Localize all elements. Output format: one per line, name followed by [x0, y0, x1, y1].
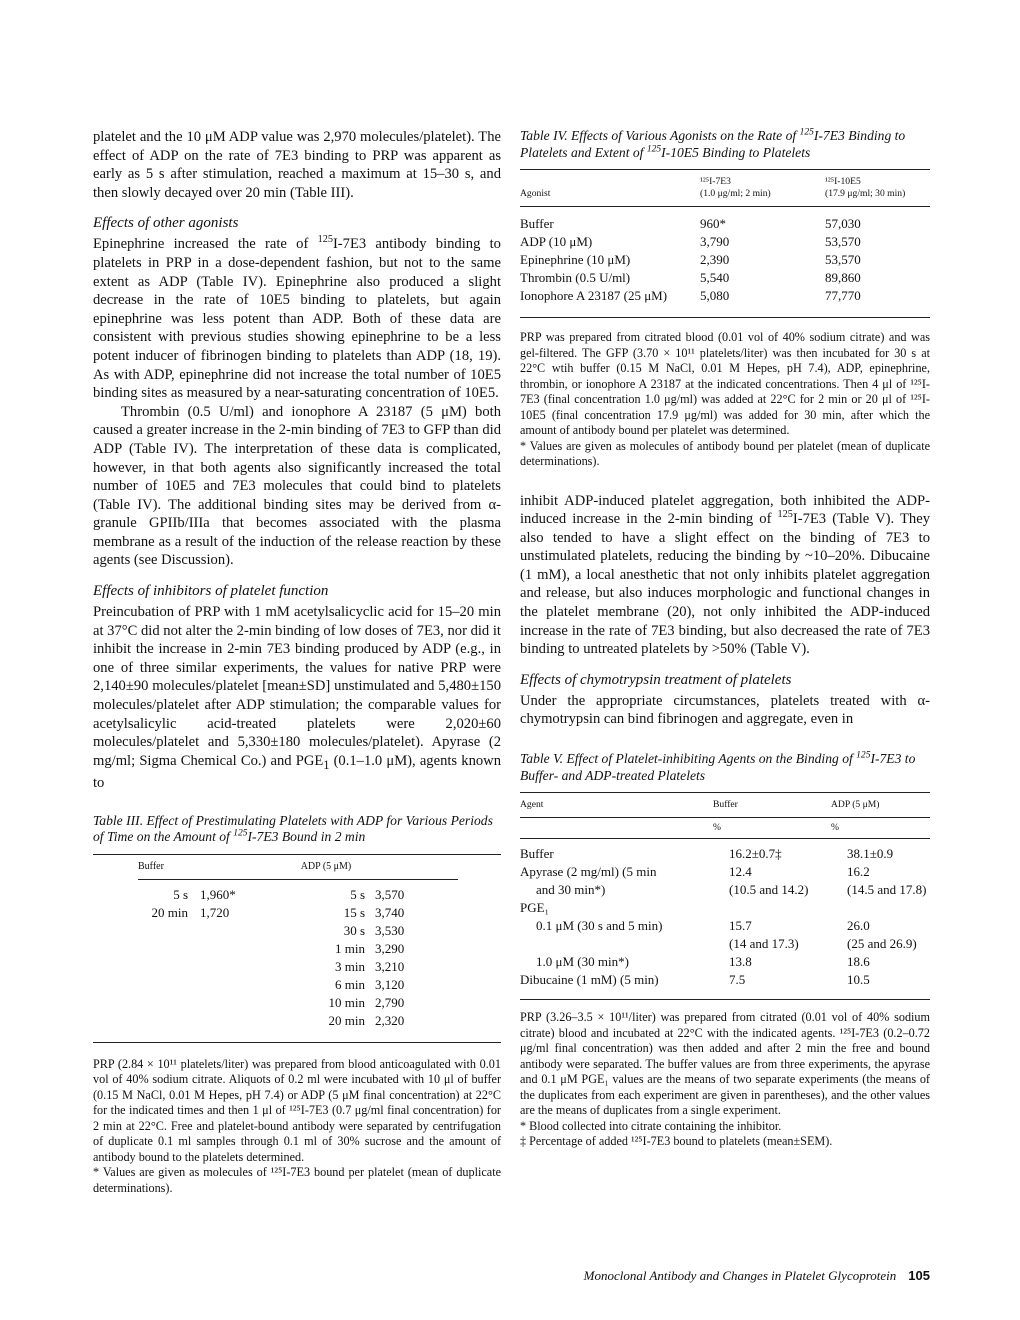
- table-3-head-buffer: Buffer: [138, 860, 164, 872]
- table-3-caption: Table III. Effect of Prestimulating Platelets with ADP for Various Periods of Time on the Amount of $^{125}$I-7E3 Bound in 2 min: [93, 812, 493, 845]
- buffer-time: [93, 940, 200, 958]
- agent: PGE₁: [520, 900, 550, 916]
- table-row: [520, 233, 930, 251]
- buffer-value: [200, 1012, 280, 1030]
- table-4-head-10e5-conc: (17.9 μg/ml; 30 min): [825, 188, 906, 199]
- agonist: Thrombin (0.5 U/ml): [520, 270, 631, 285]
- table-4-star: * Values are given as molecules of antibody bound per platelet (mean of duplicate determinations).: [520, 438, 930, 468]
- table-row: [93, 1012, 501, 1030]
- table-3-note: PRP (2.84 × 10¹¹ platelets/liter) was prepared from blood anticoagulated with 0.01 vol of 40% sodium citrate. Aliquots of 0.2 ml were incubated with 10 μl of buffer (0.15 M NaCl, 0.01 M Hepes, pH 7.4) or ADP (5 μM final concentration) at 22°C for the indicated times and then 1 μl of ¹²⁵I-7E3 (0.7 μg/ml final concentration) for 2 min at 22°C. Free and platelet-bound antibody were separated by centrifugation of duplicate 0.1 ml samples through 0.1 ml of 30% sucrose and the amount of antibody bound to the platelets determined.: [93, 1056, 501, 1164]
- adp-time: 5 s: [350, 886, 365, 902]
- agent: 0.1 μM (30 s and 5 min): [536, 918, 663, 934]
- buffer-time: 20 min: [151, 904, 188, 920]
- agent: [520, 935, 729, 953]
- buffer-value: 12.4: [729, 864, 752, 880]
- table-5-caption: Table V. Effect of Platelet-inhibiting Agents on the Binding of $^{125}$I-7E3 to Buffer- and ADP-treated Platelets: [520, 750, 916, 783]
- extent-10e5: 77,770: [825, 288, 861, 303]
- adp-value: 10.5: [847, 972, 870, 988]
- adp-value: 18.6: [847, 954, 870, 970]
- table-5-units: [520, 822, 930, 834]
- para-continued: inhibit ADP-induced platelet aggregation, both inhibited the ADP-induced increase in the 2-min binding of $^{125}$I-7E3 (Table V). They also tended to have a slight effect on the binding of 7E3 to unstimulated platelets, reducing the binding by ~10–20%. Dibucaine (1 mM), a local anesthetic that not only inhibits platelet aggregation and release, but also induces morphologic and functional changes in the platelet membrane (20), not only inhibited the ADP-induced increase in the rate of 7E3 binding, but also decreased the rate of 7E3 binding to untreated platelets by >50% (Table V).: [520, 492, 930, 658]
- table-4-head-10e5: ¹²⁵I-10E5: [825, 176, 861, 187]
- table-5-head-adp: ADP (5 μM): [831, 799, 880, 811]
- page-number: 105: [908, 1268, 930, 1283]
- table-row: [93, 886, 501, 904]
- rate-7e3: 5,080: [700, 288, 730, 303]
- table-row: [93, 922, 501, 940]
- table-4-head-7e3-conc: (1.0 μg/ml; 2 min): [700, 188, 771, 199]
- buffer-value: [200, 940, 280, 958]
- agent: Apyrase (2 mg/ml) (5 min: [520, 864, 657, 880]
- adp-value: 3,120: [375, 976, 405, 992]
- table-5-grid: [520, 799, 930, 811]
- agonist: Epinephrine (10 μM): [520, 252, 631, 267]
- table-5-unit-buffer: %: [713, 822, 721, 834]
- table-5-body: [520, 845, 930, 989]
- adp-value: 3,570: [375, 886, 405, 902]
- adp-value: 3,740: [375, 904, 405, 920]
- adp-value: 38.1±0.9: [847, 846, 894, 862]
- adp-value: 26.0: [847, 918, 870, 934]
- adp-value: (25 and 26.9): [847, 936, 917, 952]
- buffer-value: 1,720: [200, 904, 230, 920]
- buffer-value: (14 and 17.3): [729, 936, 799, 952]
- buffer-value: [729, 899, 847, 917]
- table-row: [520, 971, 930, 989]
- buffer-time: [93, 994, 200, 1012]
- adp-time: 30 s: [343, 922, 365, 938]
- para-epinephrine: Epinephrine increased the rate of $^{125}$I-7E3 antibody binding to platelets in PRP in a dose-dependent fashion, but not to the same extent as ADP (Table IV). Epinephrine also produced a slight decrease in the rate of 10E5 binding to platelets, but again epinephrine was less potent than ADP. Both of these data are consistent with previous studies showing epinephrine to be a less potent inducer of fibrinogen binding to platelets than ADP (18, 19). As with ADP, epinephrine did not increase the total number of 10E5 binding sites as measured by a near-saturating concentration of 10E5.: [93, 234, 501, 402]
- buffer-value: 15.7: [729, 918, 752, 934]
- adp-value: 16.2: [847, 864, 870, 880]
- adp-time: 1 min: [335, 940, 365, 956]
- left-column: [93, 128, 501, 1196]
- agonist: Ionophore A 23187 (25 μM): [520, 288, 668, 303]
- buffer-time: [93, 1012, 200, 1030]
- adp-time: 6 min: [335, 976, 365, 992]
- buffer-value: [200, 958, 280, 976]
- buffer-time: [93, 922, 200, 940]
- table-row: [520, 269, 930, 287]
- heading-inhibitors: Effects of inhibitors of platelet function: [93, 583, 329, 600]
- buffer-value: [200, 922, 280, 940]
- table-5-dagger: ‡ Percentage of added ¹²⁵I-7E3 bound to platelets (mean±SEM).: [520, 1134, 833, 1149]
- table-row: [520, 953, 930, 971]
- table-5-unit-adp: %: [831, 822, 839, 834]
- buffer-time: 5 s: [173, 886, 188, 902]
- buffer-value: [200, 976, 280, 994]
- table-3-body: [93, 886, 501, 1030]
- extent-10e5: 89,860: [825, 270, 861, 285]
- buffer-value: (10.5 and 14.2): [729, 882, 809, 898]
- heading-chymotrypsin: Effects of chymotrypsin treatment of platelets: [520, 671, 792, 688]
- buffer-value: 13.8: [729, 954, 752, 970]
- table-row: [520, 935, 930, 953]
- agent: and 30 min*): [536, 882, 606, 898]
- table-4-grid: [520, 176, 930, 200]
- adp-value: [847, 899, 930, 917]
- table-4-caption: Table IV. Effects of Various Agonists on the Rate of $^{125}$I-7E3 Binding to Platelets and Extent of $^{125}$I-10E5 Binding to Platelets: [520, 127, 906, 160]
- table-row: [93, 940, 501, 958]
- adp-time: 10 min: [328, 994, 365, 1010]
- agent: 1.0 μM (30 min*): [536, 954, 629, 970]
- rate-7e3: 5,540: [700, 270, 730, 285]
- buffer-value: 1,960*: [200, 886, 236, 902]
- agent: Buffer: [520, 846, 554, 862]
- adp-value: (14.5 and 17.8): [847, 882, 927, 898]
- buffer-value: 16.2±0.7‡: [729, 846, 782, 862]
- table-row: [93, 994, 501, 1012]
- agonist: ADP (10 μM): [520, 234, 593, 249]
- adp-time: 3 min: [335, 958, 365, 974]
- rate-7e3: 960*: [700, 216, 726, 231]
- page-footer: [520, 1268, 930, 1284]
- adp-value: 3,210: [375, 958, 405, 974]
- table-5-star: * Blood collected into citrate containing the inhibitor.: [520, 1118, 782, 1133]
- buffer-time: [93, 976, 200, 994]
- heading-other-agonists: Effects of other agonists: [93, 215, 239, 232]
- adp-time: 15 s: [343, 904, 365, 920]
- table-5-head-buffer: Buffer: [713, 799, 738, 811]
- para-intro: platelet and the 10 μM ADP value was 2,970 molecules/platelet). The effect of ADP on the rate of 7E3 binding to PRP was apparent as early as 5 s after stimulation, reached a maximum at 15–30 s, and then slowly decayed over 20 min (Table III).: [93, 129, 501, 201]
- running-title: Monoclonal Antibody and Changes in Platelet Glycoprotein: [583, 1268, 897, 1283]
- extent-10e5: 53,570: [825, 252, 861, 267]
- table-row: [520, 287, 930, 305]
- rate-7e3: 2,390: [700, 252, 730, 267]
- buffer-time: [93, 958, 200, 976]
- adp-time: 20 min: [328, 1012, 365, 1028]
- table-3-grid: [93, 861, 501, 873]
- table-3-star: * Values are given as molecules of ¹²⁵I-7E3 bound per platelet (mean of duplicate determinations).: [93, 1165, 501, 1195]
- table-5: [520, 751, 930, 1150]
- adp-value: 3,290: [375, 940, 405, 956]
- adp-value: 2,320: [375, 1012, 405, 1028]
- table-4-body: [520, 215, 930, 305]
- table-row: [520, 899, 930, 917]
- table-4-head-agonist: Agonist: [520, 188, 551, 199]
- table-4: [520, 128, 930, 470]
- agonist: Buffer: [520, 216, 554, 231]
- rate-7e3: 3,790: [700, 234, 730, 249]
- buffer-value: [200, 994, 280, 1012]
- table-4-note: PRP was prepared from citrated blood (0.01 vol of 40% sodium citrate) and was gel-filtered. The GFP (3.70 × 10¹¹ platelets/liter) was then incubated for 30 s at 22°C wtih buffer (0.15 M NaCl, 0.01 M Hepes, pH 7.4), ADP, epinephrine, thrombin, or ionophore A 23187 at the indicated concentrations. Then 4 μl of ¹²⁵I-7E3 (final concentration 1.0 μg/ml) was added at 22°C for 2 min or 20 μl of ¹²⁵I-10E5 (final concentration 17.9 μg/ml) was added for 30 min, after which the amount of antibody bound per platelet was determined.: [520, 330, 930, 437]
- table-row: [520, 917, 930, 935]
- para-thrombin: Thrombin (0.5 U/ml) and ionophore A 23187 (5 μM) both caused a greater increase in the 2-min binding of 7E3 to GFP than did ADP (Table IV). The interpretation of these data is complicated, however, in that both agents also significantly increased the total number of 10E5 and 7E3 molecules that could bind to platelets (Table IV). The additional binding sites may be derived from α-granule GPIIb/IIIa that becomes associated with the plasma membrane as a result of the induction of the release reaction by these agents (see Discussion).: [93, 403, 501, 569]
- table-5-head-agent: Agent: [520, 799, 544, 811]
- extent-10e5: 53,570: [825, 234, 861, 249]
- table-5-note: PRP (3.26–3.5 × 10¹¹/liter) was prepared from citrated (0.01 vol of 40% sodium citrate) blood and incubated at 22°C with the indicated agents. ¹²⁵I-7E3 (0.2–0.72 μg/ml final concentration) was then added and after 2 min the free and bound antibody were separated. The buffer values are from three experiments, the apyrase and 0.1 μM PGE₁ values are the means of two separate experiments (the means of the duplicates from each experiment are given in parentheses), and the other values are the means of duplicates from a single experiment.: [520, 1010, 930, 1118]
- table-row: [520, 251, 930, 269]
- right-column: [520, 128, 930, 1150]
- table-row: [520, 881, 930, 899]
- table-row: [93, 958, 501, 976]
- table-row: [520, 215, 930, 233]
- adp-value: 3,530: [375, 922, 405, 938]
- table-3-head-adp: ADP (5 μM): [300, 860, 352, 872]
- table-3: [93, 813, 501, 1197]
- table-row: [520, 845, 930, 863]
- table-4-head-7e3: ¹²⁵I-7E3: [700, 176, 731, 187]
- buffer-value: 7.5: [729, 972, 746, 988]
- table-row: [93, 904, 501, 922]
- para-chymotrypsin: Under the appropriate circumstances, platelets treated with α-chymotrypsin can bind fibrinogen and aggregate, even in: [520, 692, 930, 728]
- agent: Dibucaine (1 mM) (5 min): [520, 972, 659, 988]
- extent-10e5: 57,030: [825, 216, 861, 231]
- table-row: [520, 863, 930, 881]
- adp-value: 2,790: [375, 994, 405, 1010]
- para-inhibitors: Preincubation of PRP with 1 mM acetylsalicyclic acid for 15–20 min at 37°C did not alter the 2-min binding of low doses of 7E3, nor did it inhibit the increase in 2-min 7E3 binding produced by ADP (e.g., in one of three similar experiments, the values for native PRP were 2,140±90 molecules/platelet [mean±SD] unstimulated and 5,480±150 molecules/platelet after ADP stimulation; the comparable values for acetylsalicylic acid-treated platelets were 2,020±60 molecules/platelet and 5,330±180 molecules/platelet). Apyrase (2 mg/ml; Sigma Chemical Co.) and $PGE_1$ (0.1–1.0 μM), agents known to: [93, 604, 501, 792]
- table-row: [93, 976, 501, 994]
